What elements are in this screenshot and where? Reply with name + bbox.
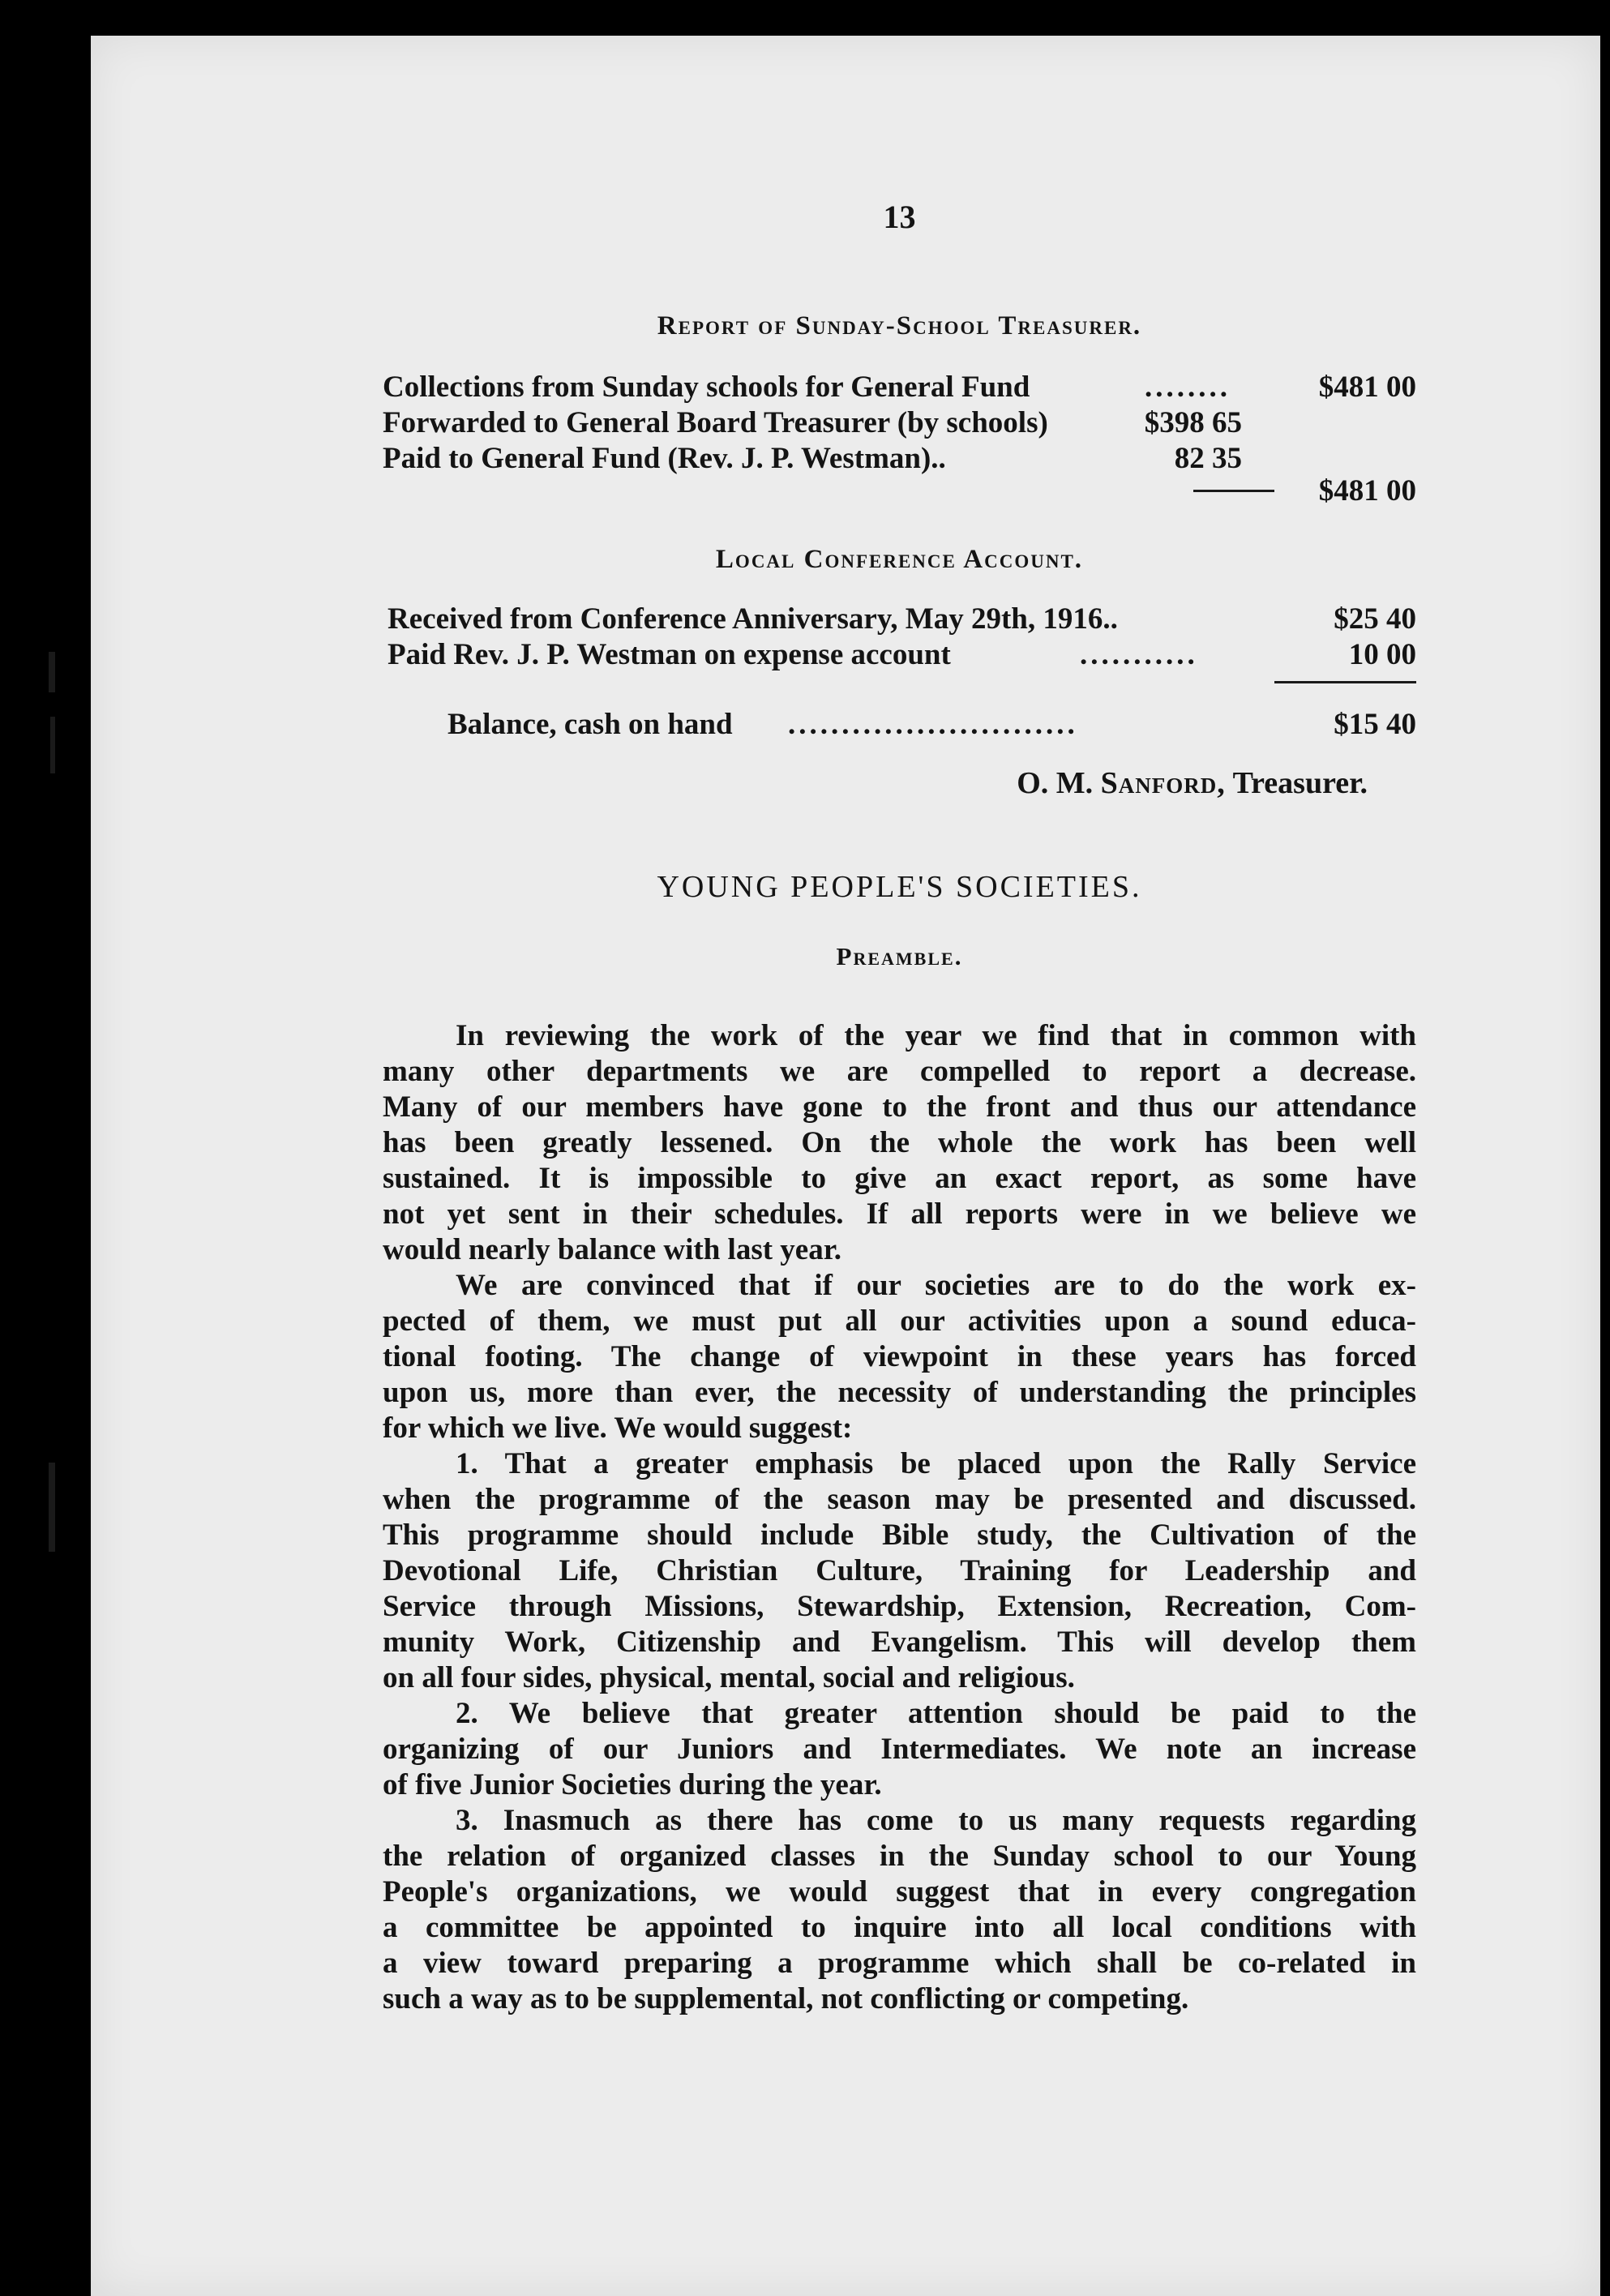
text-line: a committee be appointed to inquire into all local conditions with [383, 1911, 1416, 1944]
text-line: would nearly balance with last year. [383, 1233, 841, 1266]
balance-amount: $15 40 [1334, 708, 1416, 741]
ledger-label: Collections from Sunday schools for General Fund [383, 371, 1030, 404]
ledger-amount: 10 00 [1348, 638, 1416, 671]
text-line: This programme should include Bible study, the Cultivation of the [383, 1519, 1416, 1552]
text-line: 3. Inasmuch as there has come to us many requests regarding [456, 1804, 1416, 1837]
text-line: has been greatly lessened. On the whole the work has been well [383, 1126, 1416, 1159]
sunday-school-heading: Report of Sunday-School Treasurer. [657, 311, 1142, 341]
scanned-page [91, 36, 1600, 2296]
text-line: Service through Missions, Stewardship, Extension, Recreation, Com- [383, 1590, 1416, 1623]
paragraph [383, 1268, 1416, 1446]
text-line: People's organizations, we would suggest that in every congregation [383, 1875, 1416, 1908]
ledger-amount: $398 65 [1144, 406, 1242, 439]
binding-mark [49, 652, 55, 692]
text-line: We are convinced that if our societies are to do the work ex- [456, 1269, 1416, 1302]
balance-label: Balance, cash on hand [447, 708, 733, 741]
ledger-row [383, 404, 1416, 443]
paragraph [383, 1446, 1416, 1696]
leader-dots: ........ [1145, 371, 1231, 404]
treasurer-signature [1017, 765, 1368, 801]
ledger-label: Received from Conference Anniversary, May 29th, 1916.. [388, 602, 1118, 636]
signature-title: Treasurer. [1232, 766, 1368, 800]
ledger-total: $481 00 [1318, 474, 1416, 508]
text-line: In reviewing the work of the year we find that in common with [456, 1019, 1416, 1052]
binding-mark [50, 717, 55, 773]
balance-rule [1274, 681, 1416, 683]
leader-dots: ........... [1080, 638, 1198, 671]
ledger-total-row [383, 472, 1416, 511]
ledger-label: Forwarded to General Board Treasurer (by schools) [383, 406, 1048, 439]
text-line: organizing of our Juniors and Intermediates. We note an increase [383, 1733, 1416, 1766]
text-line: such a way as to be supplemental, not conflicting or competing. [383, 1982, 1189, 2015]
paragraph [383, 1018, 1416, 1268]
text-line: on all four sides, physical, mental, social and religious. [383, 1661, 1075, 1694]
text-line: 1. That a greater emphasis be placed upon the Rally Service [456, 1447, 1416, 1480]
ledger-label: Paid Rev. J. P. Westman on expense account [388, 638, 951, 671]
text-line: of five Junior Societies during the year. [383, 1768, 882, 1801]
text-line: upon us, more than ever, the necessity of understanding the principles [383, 1376, 1416, 1409]
ledger-row [383, 600, 1416, 639]
page-number: 13 [883, 199, 916, 235]
text-line: 2. We believe that greater attention should be paid to the [456, 1697, 1416, 1730]
ledger-amount: $481 00 [1318, 371, 1416, 404]
section-title: YOUNG PEOPLE'S SOCIETIES. [657, 870, 1142, 904]
paragraph [383, 1696, 1416, 1803]
signature-initials: O. M. [1017, 766, 1094, 800]
text-line: not yet sent in their schedules. If all reports were in we believe we [383, 1197, 1416, 1231]
text-line: for which we live. We would suggest: [383, 1411, 853, 1445]
text-line: munity Work, Citizenship and Evangelism. This will develop them [383, 1626, 1416, 1659]
paragraph [383, 1803, 1416, 2017]
binding-mark [49, 1463, 55, 1552]
text-line: the relation of organized classes in the Sunday school to our Young [383, 1840, 1416, 1873]
ledger-amount: 82 35 [1174, 442, 1242, 475]
text-line: when the programme of the season may be presented and discussed. [383, 1483, 1416, 1516]
text-line: tional footing. The change of viewpoint in these years has forced [383, 1340, 1416, 1373]
signature-name: Sanford, [1100, 766, 1226, 800]
text-line: Many of our members have gone to the front and thus our attendance [383, 1090, 1416, 1124]
text-line: a view toward preparing a programme which shall be co-related in [383, 1947, 1416, 1980]
text-line: Devotional Life, Christian Culture, Training for Leadership and [383, 1554, 1416, 1587]
ledger-row [383, 636, 1416, 675]
text-line: pected of them, we must put all our activities upon a sound educa- [383, 1304, 1416, 1338]
ledger-row [383, 368, 1416, 407]
ledger-label: Paid to General Fund (Rev. J. P. Westman).. [383, 442, 946, 475]
ledger-amount: $25 40 [1334, 602, 1416, 636]
local-conference-heading: Local Conference Account. [715, 545, 1084, 574]
preamble-heading: Preamble. [836, 942, 963, 970]
balance-row [383, 705, 1416, 744]
text-line: sustained. It is impossible to give an exact report, as some have [383, 1162, 1416, 1195]
leader-dots: ........................... [788, 708, 1078, 741]
text-line: many other departments we are compelled to report a decrease. [383, 1055, 1416, 1088]
